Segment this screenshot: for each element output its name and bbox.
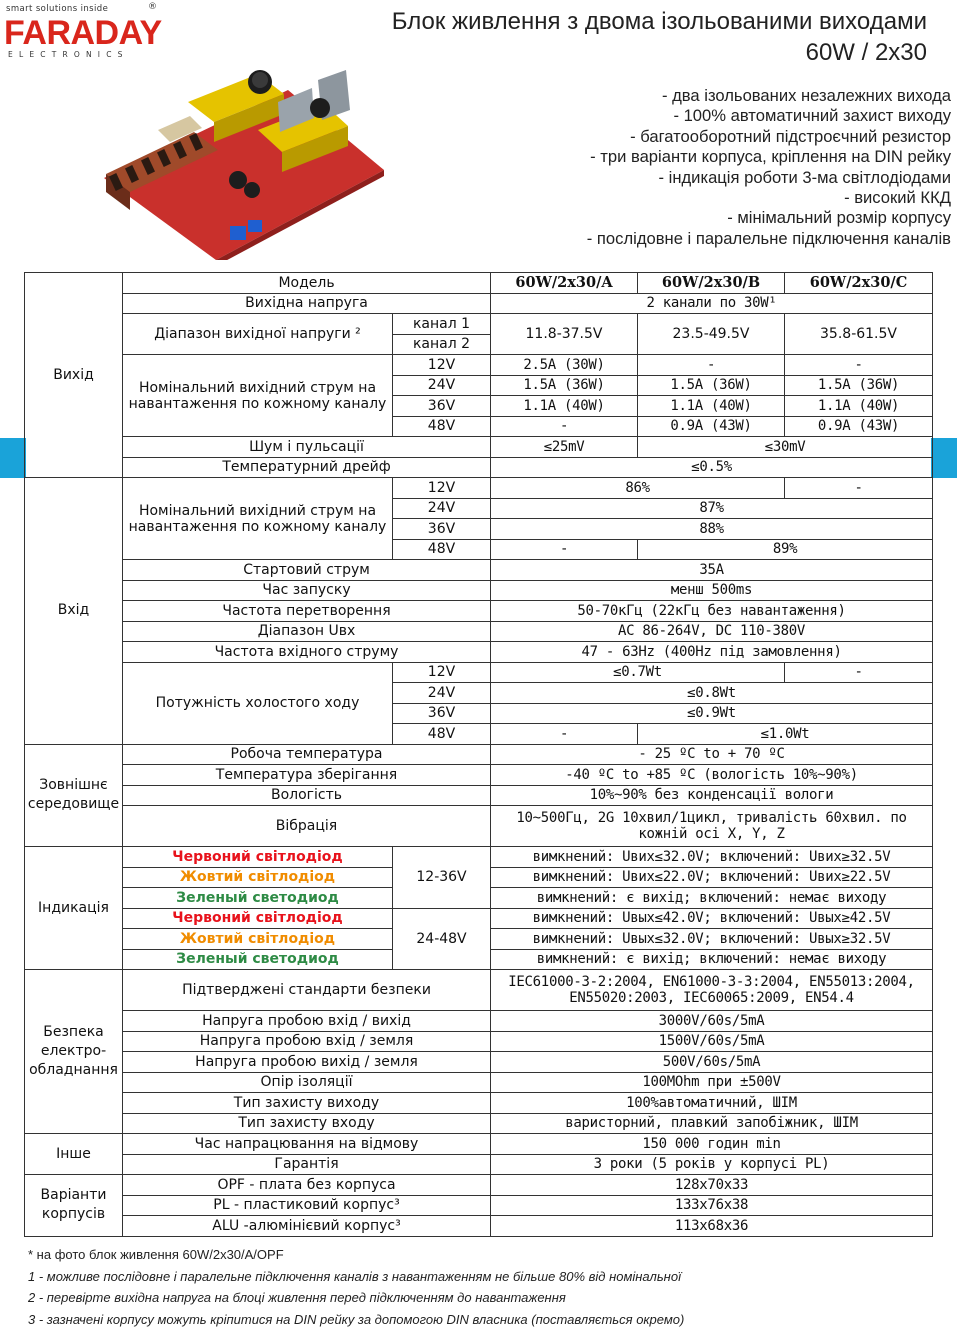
efficiency-48-bc: 89% bbox=[638, 539, 933, 560]
idle-12-c: - bbox=[785, 662, 933, 683]
noise-a: ≤25mV bbox=[491, 437, 638, 458]
table-row bbox=[25, 908, 933, 929]
indication-red-1: вимкнений: Uвих≤32.0V; включений: Uвих≥32.5V bbox=[491, 847, 933, 868]
idle-12-ab: ≤0.7Wt bbox=[491, 662, 785, 683]
output-range-channel-2: канал 2 bbox=[393, 334, 491, 355]
output-range-a: 11.8-37.5V bbox=[491, 314, 638, 355]
safety-standards-value: IEC61000-3-2:2004, EN61000-3-3:2004, EN55013:2004, EN55020:2003, IEC60065:2009, EN54.4 bbox=[491, 970, 933, 1011]
table-row bbox=[25, 560, 933, 581]
efficiency-48-a: - bbox=[491, 539, 638, 560]
led-green-label: Зеленый светодиод bbox=[123, 949, 393, 970]
table-row bbox=[25, 1113, 933, 1134]
efficiency-voltage: 12V bbox=[393, 478, 491, 499]
table-row bbox=[25, 642, 933, 663]
brand-name: FARADAY bbox=[4, 14, 162, 52]
table-row bbox=[25, 806, 933, 847]
output-current-b: 0.9A (43W) bbox=[638, 416, 785, 437]
indication-yellow-1: вимкнений: Uвих≤22.0V; включений: Uвих≥22.5V bbox=[491, 867, 933, 888]
model-a: 60W/2x30/A bbox=[491, 273, 638, 294]
idle-voltage: 36V bbox=[393, 703, 491, 724]
output-current-c: - bbox=[785, 355, 933, 376]
idle-48-bc: ≤1.0Wt bbox=[638, 724, 933, 745]
table-row bbox=[25, 970, 933, 1011]
indication-group-2: 24-48V bbox=[393, 908, 491, 970]
insulation-label: Опір ізоляції bbox=[123, 1072, 491, 1093]
breakdown-in-out-label: Напруга пробою вхід / вихід bbox=[123, 1011, 491, 1032]
table-row bbox=[25, 765, 933, 786]
feature-list bbox=[587, 86, 951, 249]
table-row bbox=[25, 621, 933, 642]
model-label: Модель bbox=[123, 273, 491, 294]
efficiency-36: 88% bbox=[491, 519, 933, 540]
idle-voltage: 24V bbox=[393, 683, 491, 704]
footnote-2: 2 - перевірте вихідна напруга на блоці живлення перед підключенням до навантаження bbox=[28, 1290, 566, 1305]
feature-item: - послідовне і паралельне підключення каналів bbox=[586, 228, 951, 248]
breakdown-in-ground-value: 1500V/60s/5mA bbox=[491, 1031, 933, 1052]
output-protection-value: 100%автоматичний, ШІМ bbox=[491, 1093, 933, 1114]
output-current-b: - bbox=[638, 355, 785, 376]
led-red-label: Червоний світлодіод bbox=[123, 908, 393, 929]
spec-table bbox=[24, 272, 933, 1237]
section-other: Інше bbox=[25, 1134, 123, 1175]
warranty-label: Гарантія bbox=[123, 1154, 491, 1175]
humidity-label: Вологість bbox=[123, 785, 491, 806]
brand-registered-mark: ® bbox=[148, 2, 157, 12]
section-environment: Зовнішнє середовище bbox=[25, 744, 123, 847]
table-row bbox=[25, 1216, 933, 1237]
output-current-a: - bbox=[491, 416, 638, 437]
model-b: 60W/2x30/B bbox=[638, 273, 785, 294]
feature-item: - індикація роботи 3-ма світлодіодами bbox=[658, 167, 951, 187]
table-row bbox=[25, 293, 933, 314]
output-current-voltage: 36V bbox=[393, 396, 491, 417]
led-yellow-label: Жовтий світлодіод bbox=[123, 929, 393, 950]
table-row bbox=[25, 1031, 933, 1052]
output-range-c: 35.8-61.5V bbox=[785, 314, 933, 355]
vibration-value: 10~500Гц, 2G 10хвил/1цикл, тривалість 60хвил. по кожній осі X, Y, Z bbox=[491, 806, 933, 847]
noise-bc: ≤30mV bbox=[638, 437, 933, 458]
input-range-value: AC 86-264V, DC 110-380V bbox=[491, 621, 933, 642]
output-current-c: 1.1A (40W) bbox=[785, 396, 933, 417]
safety-standards-label: Підтверджені стандарти безпеки bbox=[123, 970, 491, 1011]
table-row bbox=[25, 273, 933, 294]
mtbf-value: 150 000 годин min bbox=[491, 1134, 933, 1155]
drift-label: Температурний дрейф bbox=[123, 457, 491, 478]
section-indication: Індикація bbox=[25, 847, 123, 970]
efficiency-label: Номінальний вихідний струм на навантаження по кожному каналу bbox=[123, 478, 393, 560]
output-current-b: 1.1A (40W) bbox=[638, 396, 785, 417]
case-size: 133х76х38 bbox=[491, 1195, 933, 1216]
model-c: 60W/2x30/C bbox=[785, 273, 933, 294]
output-current-label: Номінальний вихідний струм на навантаження по кожному каналу bbox=[123, 355, 393, 437]
input-range-label: Діапазон Uвх bbox=[123, 621, 491, 642]
table-row bbox=[25, 437, 933, 458]
section-safety: Безпека електро-обладнання bbox=[25, 970, 123, 1134]
vibration-label: Вібрація bbox=[123, 806, 491, 847]
output-current-c: 0.9A (43W) bbox=[785, 416, 933, 437]
idle-48-a: - bbox=[491, 724, 638, 745]
efficiency-voltage: 24V bbox=[393, 498, 491, 519]
table-row bbox=[25, 1175, 933, 1196]
startup-value: менш 500ms bbox=[491, 580, 933, 601]
table-row bbox=[25, 1052, 933, 1073]
warranty-value: 3 роки (5 років у корпусі PL) bbox=[491, 1154, 933, 1175]
inrush-label: Стартовий струм bbox=[123, 560, 491, 581]
drift-value: ≤0.5% bbox=[491, 457, 933, 478]
table-row bbox=[25, 785, 933, 806]
efficiency-12-ab: 86% bbox=[491, 478, 785, 499]
led-yellow-label: Жовтий світлодіод bbox=[123, 867, 393, 888]
table-row bbox=[25, 1154, 933, 1175]
output-protection-label: Тип захисту виходу bbox=[123, 1093, 491, 1114]
breakdown-in-ground-label: Напруга пробою вхід / земля bbox=[123, 1031, 491, 1052]
idle-voltage: 48V bbox=[393, 724, 491, 745]
conversion-frequency-value: 50-70кГц (22кГц без навантаження) bbox=[491, 601, 933, 622]
case-label: ALU -алюмінієвий корпус³ bbox=[123, 1216, 491, 1237]
output-current-a: 1.5A (36W) bbox=[491, 375, 638, 396]
input-frequency-label: Частота вхідного струму bbox=[123, 642, 491, 663]
idle-voltage: 12V bbox=[393, 662, 491, 683]
table-row bbox=[25, 1011, 933, 1032]
section-input: Вхід bbox=[25, 478, 123, 745]
output-current-voltage: 12V bbox=[393, 355, 491, 376]
table-row bbox=[25, 662, 933, 683]
table-row bbox=[25, 1195, 933, 1216]
case-label: OPF - плата без корпуса bbox=[123, 1175, 491, 1196]
table-row bbox=[25, 478, 933, 499]
indication-group-1: 12-36V bbox=[393, 847, 491, 909]
conversion-frequency-label: Частота перетворення bbox=[123, 601, 491, 622]
left-accent-tab bbox=[0, 438, 26, 478]
output-current-voltage: 24V bbox=[393, 375, 491, 396]
operating-temp-label: Робоча температура bbox=[123, 744, 491, 765]
output-current-c: 1.5A (36W) bbox=[785, 375, 933, 396]
idle-24: ≤0.8Wt bbox=[491, 683, 933, 704]
output-range-b: 23.5-49.5V bbox=[638, 314, 785, 355]
footnote-3: 3 - зазначені корпусу можуть кріпитися на DIN рейку за допомогою DIN власника (поставляється окремо) bbox=[28, 1311, 685, 1327]
title-line-1: Блок живлення з двома ізольованими виходами bbox=[391, 8, 927, 35]
breakdown-out-ground-label: Напруга пробою вихід / земля bbox=[123, 1052, 491, 1073]
insulation-value: 100MOhm при ±500V bbox=[491, 1072, 933, 1093]
indication-green-1: вимкнений: є вихід; включений: немає виходу bbox=[491, 888, 933, 909]
table-row bbox=[25, 1093, 933, 1114]
case-size: 113х68х36 bbox=[491, 1216, 933, 1237]
footnote-photo: * на фото блок живлення 60W/2x30/A/OPF bbox=[28, 1247, 284, 1262]
efficiency-24: 87% bbox=[491, 498, 933, 519]
table-row bbox=[25, 1134, 933, 1155]
led-green-label: Зеленый светодиод bbox=[123, 888, 393, 909]
brand-logo bbox=[4, 2, 162, 64]
mtbf-label: Час напрацювання на відмову bbox=[123, 1134, 491, 1155]
idle-power-label: Потужність холостого ходу bbox=[123, 662, 393, 744]
startup-label: Час запуску bbox=[123, 580, 491, 601]
output-current-a: 1.1A (40W) bbox=[491, 396, 638, 417]
table-row bbox=[25, 744, 933, 765]
case-label: PL - пластиковий корпус³ bbox=[123, 1195, 491, 1216]
section-cases: Варіанти корпусів bbox=[25, 1175, 123, 1237]
breakdown-out-ground-value: 500V/60s/5mA bbox=[491, 1052, 933, 1073]
storage-temp-label: Температура зберігання bbox=[123, 765, 491, 786]
page-title bbox=[392, 6, 927, 68]
noise-label: Шум і пульсації bbox=[123, 437, 491, 458]
output-current-voltage: 48V bbox=[393, 416, 491, 437]
feature-item: - мінімальний розмір корпусу bbox=[727, 208, 951, 228]
inrush-value: 35A bbox=[491, 560, 933, 581]
feature-item: - високий ККД bbox=[844, 188, 951, 208]
output-range-label: Діапазон вихідної напруги ² bbox=[123, 314, 393, 355]
right-accent-tab bbox=[931, 438, 957, 478]
output-voltage-label: Вихідна напруга bbox=[123, 293, 491, 314]
output-range-channel-1: канал 1 bbox=[393, 314, 491, 335]
title-line-2: 60W / 2x30 bbox=[805, 39, 927, 66]
humidity-value: 10%~90% без конденсації вологи bbox=[491, 785, 933, 806]
table-row bbox=[25, 314, 933, 335]
brand-tagline: smart solutions inside bbox=[6, 4, 109, 14]
feature-item: - три варіанти корпуса, кріплення на DIN рейку bbox=[590, 147, 951, 167]
table-row bbox=[25, 1072, 933, 1093]
table-row bbox=[25, 580, 933, 601]
input-frequency-value: 47 - 63Hz (400Hz під замовлення) bbox=[491, 642, 933, 663]
led-red-label: Червоний світлодіод bbox=[123, 847, 393, 868]
efficiency-voltage: 48V bbox=[393, 539, 491, 560]
input-protection-value: варисторний, плавкий запобіжник, ШІМ bbox=[491, 1113, 933, 1134]
brand-subtitle: ELECTRONICS bbox=[8, 50, 129, 59]
footnote-1: 1 - можливе послідовне і паралельне підключення каналів з навантаженням не більше 80% від номінальної bbox=[28, 1268, 681, 1284]
table-row bbox=[25, 847, 933, 868]
input-protection-label: Тип захисту входу bbox=[123, 1113, 491, 1134]
operating-temp-value: - 25 ºC to + 70 ºC bbox=[491, 744, 933, 765]
table-row bbox=[25, 457, 933, 478]
table-row bbox=[25, 601, 933, 622]
efficiency-voltage: 36V bbox=[393, 519, 491, 540]
indication-green-2: вимкнений: є вихід; включений: немає виходу bbox=[491, 949, 933, 970]
case-size: 128х70х33 bbox=[491, 1175, 933, 1196]
output-current-a: 2.5A (30W) bbox=[491, 355, 638, 376]
feature-item: - 100% автоматичний захист виходу bbox=[673, 106, 951, 126]
output-current-b: 1.5A (36W) bbox=[638, 375, 785, 396]
footnotes bbox=[28, 1244, 948, 1330]
indication-yellow-2: вимкнений: Uвых≤32.0V; включений: Uвых≥32.5V bbox=[491, 929, 933, 950]
efficiency-12-c: - bbox=[785, 478, 933, 499]
storage-temp-value: -40 ºC to +85 ºC (вологість 10%~90%) bbox=[491, 765, 933, 786]
table-row bbox=[25, 355, 933, 376]
breakdown-in-out-value: 3000V/60s/5mA bbox=[491, 1011, 933, 1032]
power-supply-photo bbox=[98, 70, 386, 260]
feature-item: - два ізольованих незалежних вихода bbox=[661, 86, 951, 105]
output-voltage-value: 2 канали по 30W¹ bbox=[491, 293, 933, 314]
section-output: Вихід bbox=[25, 273, 123, 478]
indication-red-2: вимкнений: Uвых≤42.0V; включений: Uвых≥42.5V bbox=[491, 908, 933, 929]
feature-item: - багатооборотний підстроєчний резистор bbox=[630, 126, 951, 146]
idle-36: ≤0.9Wt bbox=[491, 703, 933, 724]
